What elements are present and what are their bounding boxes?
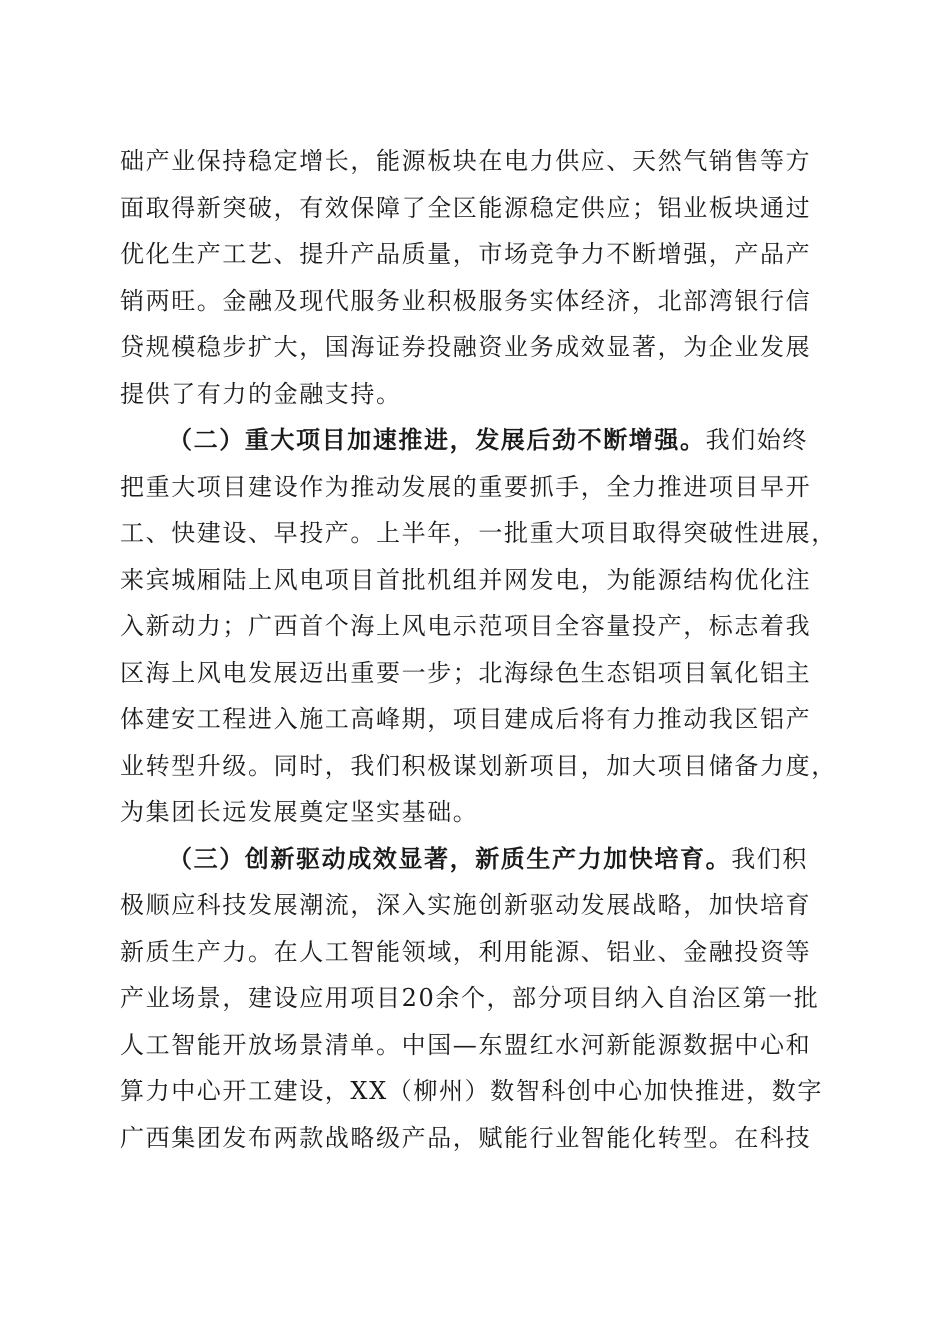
paragraph-3-line-1-rest: 我们积 [731,844,809,873]
paragraph-2-line-8: 业转型升级。同时，我们积极谋划新项目，加大项目储备力度， [120,751,837,780]
paragraph-2-line-3: 工、快建设、早投产。上半年，一批重大项目取得突破性进展， [120,519,837,547]
paragraph-1-line-2: 面取得新突破，有效保障了全区能源稳定供应；铝业板块通过 [120,193,812,222]
paragraph-2-line-4: 来宾城厢陆上风电项目首批机组并网发电，为能源结构优化注 [120,565,812,594]
paragraph-2-line-9: 为集团长远发展奠定坚实基础。 [120,798,479,826]
paragraph-2-line-1 [120,417,830,464]
document-body [120,138,837,1161]
paragraph-3-line-6: 算力中心开工建设，XX（柳州）数智科创中心加快推进，数字 [120,1077,823,1105]
paragraph-1-line-1: 础产业保持稳定增长，能源板块在电力供应、天然气销售等方 [120,147,812,175]
paragraph-2-line-2: 把重大项目建设作为推动发展的重要抓手，全力推进项目早开 [120,472,812,501]
paragraph-3-line-3: 新质生产力。在人工智能领域，利用能源、铝业、金融投资等 [120,937,812,966]
paragraph-1-line-5: 贷规模稳步扩大，国海证券投融资业务成效显著，为企业发展 [120,333,812,361]
paragraph-2-line-1-rest: 我们始终 [705,426,809,454]
paragraph-1-line-3: 优化生产工艺、提升产品质量，市场竞争力不断增强，产品产 [120,240,812,268]
paragraph-2-line-5: 入新动力；广西首个海上风电示范项目全容量投产，标志着我 [120,612,812,640]
section-heading-2: （二）重大项目加速推进，发展后劲不断增强。 [168,425,706,454]
paragraph-3-line-4: 产业场景，建设应用项目20余个，部分项目纳入自治区第一批 [120,984,820,1012]
paragraph-3-line-2: 极顺应科技发展潮流，深入实施创新驱动发展战略，加快培育 [120,891,812,919]
paragraph-3-line-1 [120,836,830,883]
paragraph-1-line-6: 提供了有力的金融支持。 [120,379,402,408]
paragraph-3-line-5: 人工智能开放场景清单。中国—东盟红水河新能源数据中心和 [120,1030,812,1059]
paragraph-2-line-7: 体建安工程进入施工高峰期，项目建成后将有力推动我区铝产 [120,705,812,733]
paragraph-3-line-7: 广西集团发布两款战略级产品，赋能行业智能化转型。在科技 [120,1123,812,1152]
paragraph-2-line-6: 区海上风电发展迈出重要一步；北海绿色生态铝项目氧化铝主 [120,658,812,687]
paragraph-1-line-4: 销两旺。金融及现代服务业积极服务实体经济，北部湾银行信 [120,286,812,315]
section-heading-3: （三）创新驱动成效显著，新质生产力加快培育。 [168,843,732,873]
